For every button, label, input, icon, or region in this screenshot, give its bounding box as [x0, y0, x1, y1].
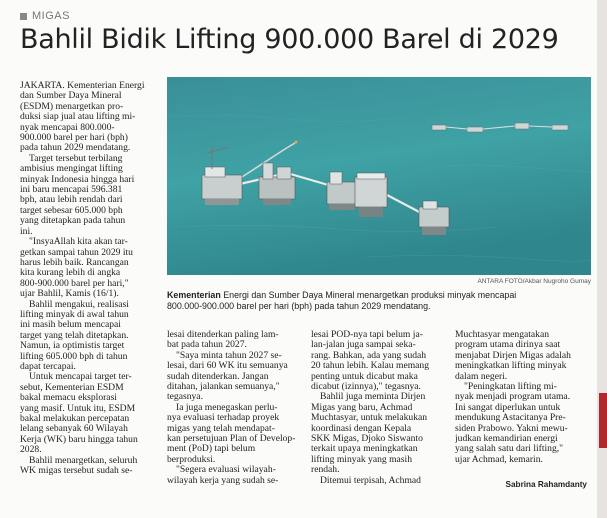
article-text-line: berproduksi. [167, 454, 216, 465]
rubric-label: MIGAS [32, 10, 70, 22]
article-text-line: target sebesar 605.000 bph [20, 205, 123, 216]
article-text-line: Kerja (WK) baru hingga tahun [20, 434, 138, 445]
article-column-1 [20, 81, 160, 476]
article-text-line: bph, atau lebih rendah dari [20, 195, 123, 206]
article-text-line: sebut, Kementerian ESDM [20, 382, 124, 393]
article-text-line: (ESDM) menargetkan pro- [20, 101, 124, 112]
article-text-line: lifting minyak yang masih [311, 454, 412, 465]
article-text-line: duksi siap jual atau lifting mi- [20, 112, 136, 123]
article-text-line: judkan kemandirian energi [455, 434, 558, 445]
article-text-line: terkait upaya meningkatkan [311, 444, 418, 455]
article-text-line: ujar Bahlil, Kamis (16/1). [20, 289, 119, 300]
article-text-line: bakal melakukan percepatan [20, 414, 130, 424]
article-text-line: yang ditetapkan pada tahun [20, 216, 126, 227]
article-text-line: ment (PoD) tapi belum [167, 444, 256, 455]
red-edge-marker [599, 393, 607, 448]
article-text-line: Target tersebut terbilang [29, 153, 123, 164]
article-text-line: tegasnya. [167, 392, 203, 403]
caption-lead: Kementerian [167, 290, 221, 300]
article-text-line: Bahlil menargetkan, seluruh [29, 455, 138, 466]
article-text-line: minyak Indonesia hingga hari [20, 174, 135, 185]
article-text-line: lesai, dari 60 WK itu semuanya [167, 361, 288, 372]
article-text-line: "InsyaAllah kita akan tar- [29, 237, 128, 248]
article-text-line: lifting minyak di awal tahun [20, 309, 129, 320]
article-text-line: rendah. [311, 465, 340, 476]
article-text-line: bakal memacu eksplorasi [20, 393, 117, 404]
article-text-line: dalam negeri. [455, 371, 508, 382]
article-text-line: rang. Bahkan, ada yang sudah [311, 350, 427, 361]
article-text-line: Muchtasyar, untuk melakukan [311, 413, 428, 424]
author-byline: Sabrina Rahamdanty [505, 480, 587, 489]
article-text-line: siden Prabowo. Yakni mewu- [455, 423, 568, 434]
article-text-line: nya evaluasi terhadap proyek [167, 413, 280, 424]
article-text-line: harus lebih baik. Rancangan [20, 257, 129, 268]
article-text-line: pada tahun 2029 mendatang. [20, 143, 131, 154]
article-text-line: SKK Migas, Djoko Siswanto [311, 434, 423, 445]
article-text-line: menjabat Dirjen Migas adalah [455, 350, 571, 361]
article-text-line: lesai ditenderkan paling lam- [167, 330, 279, 340]
article-text-line: 20 tahun lebih. Kalau memang [311, 361, 430, 372]
article-text-line: WK migas tersebut sudah se- [20, 466, 133, 477]
article-text-line: lifting 605.000 bph di tahun [20, 351, 128, 362]
article-text-line: target yang telah ditetapkan. [20, 330, 129, 341]
article-text-line: sudah ditenderkan. Jangan [167, 371, 269, 382]
article-column-2 [167, 330, 302, 486]
article-text-line: getkan sampai tahun 2029 itu [20, 247, 133, 258]
article-text-line: migas yang telah mendapat- [167, 423, 275, 434]
article-text-line: penting untuk dicabut maka [311, 371, 418, 382]
photo-credit: ANTARA FOTO/Akbar Nugroho Gumay [477, 278, 591, 285]
caption-line-1: Energi dan Sumber Daya Mineral menargetkan produksi minyak mencapai [220, 290, 517, 300]
article-text-line: kita kurang lebih di angka [20, 268, 121, 279]
article-text-line: dapat tercapai. [20, 361, 76, 372]
article-text-line: Untuk mencapai target ter- [29, 372, 132, 383]
article-text-line: lesai POD-nya tapi belum ja- [311, 330, 423, 340]
article-text-line: 2028. [20, 445, 42, 456]
article-text-line: lelang sebanyak 60 Wilayah [20, 424, 128, 435]
page-edge [597, 0, 607, 518]
article-photo [167, 77, 591, 275]
article-text-line: Bahlil juga meminta Dirjen [320, 392, 426, 403]
article-text-line: JAKARTA. Kementerian Energi [20, 81, 145, 91]
article-text-line: Bahlil mengakui, realisasi [29, 299, 129, 310]
article-text-line: "Saya minta tahun 2027 se- [176, 350, 282, 361]
article-text-line: lan-jalan juga sampai seka- [311, 340, 416, 351]
article-text-line: ini. [20, 226, 33, 237]
article-text-line: kan persetujuan Plan of Develop- [167, 434, 296, 445]
section-rubric [20, 10, 70, 22]
caption-line-2: 800.000-900.000 barel per hari (bph) pada tahun 2029 mendatang. [167, 300, 431, 311]
rubric-square-icon [20, 13, 27, 20]
article-text-line: "Peningkatan lifting mi- [464, 382, 557, 393]
article-text-line: 900.000 barel per hari (bph) [20, 133, 128, 144]
article-text-line: bat pada tahun 2027. [167, 340, 247, 351]
article-text-line: wilayah kerja yang sudah se- [167, 475, 279, 486]
article-text-line: Ia juga menegaskan perlu- [176, 402, 278, 413]
article-text-line: dan Sumber Daya Mineral [20, 91, 122, 102]
article-text-line: Muchtasyar mengatakan [455, 330, 550, 340]
article-text-line: Migas yang baru, Achmad [311, 402, 413, 413]
article-text-line: Ini sangat diperlukan untuk [455, 402, 561, 413]
article-text-line: nyak mencapai 800.000- [20, 122, 115, 133]
photo-caption [167, 290, 593, 312]
article-text-line: 800-900.000 barel per hari," [20, 278, 129, 289]
article-column-3 [311, 330, 447, 486]
article-text-line: yang salah satu dari lifting," [455, 444, 564, 455]
article-text-line: Namun, ia optimistis target [20, 341, 125, 352]
article-text-line: program utama dirinya saat [455, 340, 561, 351]
article-text-line: "Segera evaluasi wilayah- [176, 465, 276, 476]
article-text-line: ambisius mengingat lifting [20, 164, 123, 175]
article-text-line: koordinasi dengan Kepala [311, 423, 412, 434]
article-text-line: ini baru mencapai 596.381 [20, 185, 123, 196]
article-text-line: ditahan, jalankan semuanya," [167, 382, 280, 393]
article-text-line: meningkatkan lifting minyak [455, 361, 567, 372]
offshore-platform-image [167, 77, 591, 275]
article-text-line: dicabut (izinnya)," tegasnya. [311, 382, 421, 393]
article-column-4 [455, 330, 593, 465]
article-text-line: yang masif. Untuk itu, ESDM [20, 403, 136, 414]
article-text-line: ini masih belum mencapai [20, 320, 121, 331]
article-text-line: mendukung Astacitanya Pre- [455, 413, 566, 424]
article-headline: Bahlil Bidik Lifting 900.000 Barel di 2029 [20, 24, 559, 55]
article-text-line: Ditemui terpisah, Achmad [320, 475, 421, 486]
article-text-line: nyak menjadi program utama. [455, 392, 571, 403]
article-text-line: ujar Achmad, kemarin. [455, 454, 543, 465]
